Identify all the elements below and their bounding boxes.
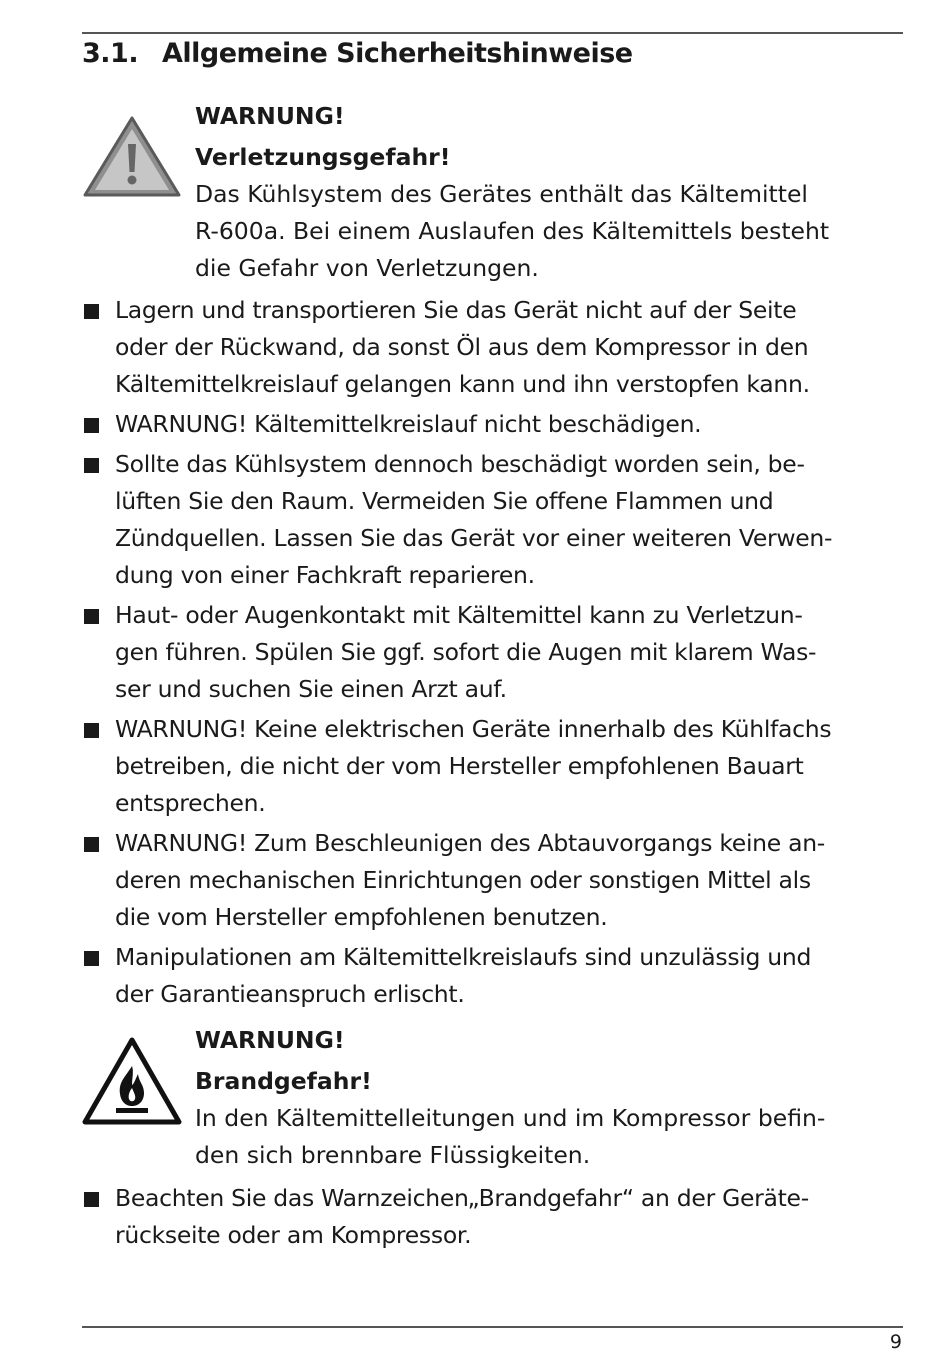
list-line: oder der Rückwand, da sonst Öl aus dem Kompressor in den — [115, 333, 809, 361]
list-line: Haut- oder Augenkontakt mit Kältemittel kann zu Verletzun- — [115, 601, 803, 629]
warning-line: den sich brennbare Flüssigkeiten. — [195, 1141, 591, 1169]
list-item — [82, 1180, 904, 1254]
bullet-square-icon — [84, 951, 99, 966]
warning-line: In den Kältemittelleitungen und im Kompressor befin- — [195, 1104, 826, 1132]
safety-bullet-list — [82, 292, 904, 1016]
list-item — [82, 292, 904, 403]
list-line: deren mechanischen Einrichtungen oder sonstigen Mittel als — [115, 866, 811, 894]
bullet-square-icon — [84, 723, 99, 738]
bottom-rule — [82, 1326, 903, 1328]
list-line: rückseite oder am Kompressor. — [115, 1221, 472, 1249]
warning-text — [195, 1022, 895, 1174]
list-line: WARNUNG! Keine elektrischen Geräte innerhalb des Kühlfachs — [115, 715, 832, 743]
warning-label: WARNUNG! — [195, 102, 345, 130]
section-number: 3.1. — [82, 38, 139, 69]
list-line: Sollte das Kühlsystem dennoch beschädigt worden sein, be- — [115, 450, 805, 478]
bullet-square-icon — [84, 304, 99, 319]
list-line: Kältemittelkreislauf gelangen kann und ihn verstopfen kann. — [115, 370, 810, 398]
list-line: der Garantieanspruch erlischt. — [115, 980, 465, 1008]
list-item — [82, 711, 904, 822]
list-line: Lagern und transportieren Sie das Gerät nicht auf der Seite — [115, 296, 797, 324]
bullet-square-icon — [84, 458, 99, 473]
list-line: lüften Sie den Raum. Vermeiden Sie offene Flammen und — [115, 487, 774, 515]
warning-line: die Gefahr von Verletzungen. — [195, 254, 539, 282]
list-line: Beachten Sie das Warnzeichen„Brandgefahr“ an der Geräte- — [115, 1184, 809, 1212]
section-heading — [82, 38, 633, 69]
section-title: Allgemeine Sicherheitshinweise — [162, 38, 633, 69]
list-item — [82, 825, 904, 936]
warning-label: WARNUNG! — [195, 1026, 345, 1054]
bullet-square-icon — [84, 609, 99, 624]
bullet-square-icon — [84, 1192, 99, 1207]
list-line: WARNUNG! Kältemittelkreislauf nicht beschädigen. — [115, 410, 702, 438]
list-line: entsprechen. — [115, 789, 266, 817]
flame-triangle-icon — [82, 1036, 182, 1130]
warning-text — [195, 98, 895, 287]
list-line: WARNUNG! Zum Beschleunigen des Abtauvorgangs keine an- — [115, 829, 825, 857]
list-line: ser und suchen Sie einen Arzt auf. — [115, 675, 507, 703]
list-item — [82, 446, 904, 594]
list-item — [82, 939, 904, 1013]
exclamation-triangle-icon — [82, 114, 182, 202]
page-number: 9 — [889, 1331, 902, 1353]
list-line: Zündquellen. Lassen Sie das Gerät vor einer weiteren Verwen- — [115, 524, 833, 552]
bullet-square-icon — [84, 418, 99, 433]
list-line: betreiben, die nicht der vom Hersteller empfohlenen Bauart — [115, 752, 804, 780]
list-item — [82, 597, 904, 708]
list-line: die vom Hersteller empfohlenen benutzen. — [115, 903, 608, 931]
top-rule — [82, 32, 903, 34]
list-item — [82, 406, 904, 443]
warning-line: R-600a. Bei einem Auslaufen des Kältemittels besteht — [195, 217, 830, 245]
warning-headline: Verletzungsgefahr! — [195, 143, 451, 171]
fire-bullet-list — [82, 1180, 904, 1257]
list-line: Manipulationen am Kältemittelkreislaufs sind unzulässig und — [115, 943, 812, 971]
warning-line: Das Kühlsystem des Gerätes enthält das Kältemittel — [195, 180, 808, 208]
list-line: gen führen. Spülen Sie ggf. sofort die Augen mit klarem Was- — [115, 638, 817, 666]
list-line: dung von einer Fachkraft reparieren. — [115, 561, 535, 589]
warning-headline: Brandgefahr! — [195, 1067, 372, 1095]
bullet-square-icon — [84, 837, 99, 852]
